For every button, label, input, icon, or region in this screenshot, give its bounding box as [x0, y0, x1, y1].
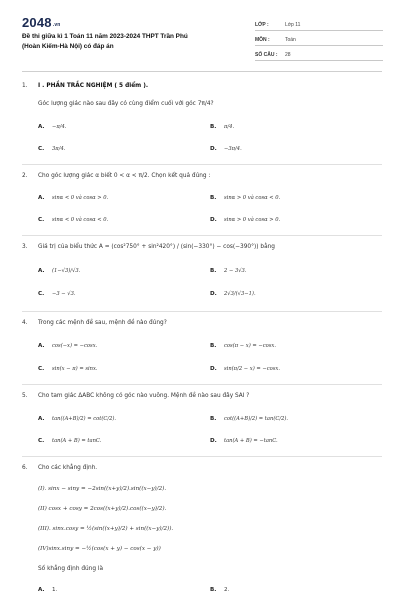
question-divider: [22, 456, 382, 457]
option-letter: D.: [210, 438, 217, 444]
question-3-number: 3.: [22, 244, 28, 250]
q4-option-b[interactable]: [210, 343, 276, 349]
option-text: cot((A+B)/2) = tan(C/2).: [224, 416, 289, 422]
option-letter: A.: [38, 124, 45, 130]
question-3-text: Giá trị của biểu thức A = (cos²750° + sin²420°) / (sin(−330°) − cos(−390°)) bằng: [38, 244, 275, 250]
meta-value: Toán: [285, 37, 296, 43]
option-text: π/4.: [224, 124, 235, 130]
q2-option-a[interactable]: [38, 195, 108, 201]
question-6-text: Cho các khẳng định.: [38, 465, 98, 471]
q5-option-c[interactable]: [38, 438, 101, 444]
question-5-number: 5.: [22, 393, 28, 399]
q6-option-b[interactable]: [210, 587, 229, 593]
meta-box: [255, 16, 383, 61]
option-text: 3π/4.: [52, 146, 66, 152]
question-divider: [22, 311, 382, 312]
option-letter: B.: [210, 343, 217, 349]
question-divider: [22, 235, 382, 236]
question-1-text: Góc lượng giác nào sau đây có cùng điểm cuối với góc 7π/4?: [38, 101, 214, 107]
option-letter: B.: [210, 195, 217, 201]
q4-option-c[interactable]: [38, 366, 98, 372]
q5-option-b[interactable]: [210, 416, 288, 422]
title-line-1: Đề thi giữa kì 1 Toán 11 năm 2023-2024 THPT Trần Phú: [22, 33, 188, 40]
option-letter: C.: [38, 217, 45, 223]
meta-value: 28: [285, 52, 291, 58]
q3-option-b[interactable]: [210, 268, 247, 274]
option-text: (1−√3)/√3.: [52, 268, 81, 274]
option-letter: D.: [210, 291, 217, 297]
statement-4: (IV)sinx.siny = −½(cos(x + y) − cos(x − y)): [38, 546, 161, 552]
option-letter: A.: [38, 587, 45, 593]
section-number: 1.: [22, 83, 28, 89]
q1-option-b[interactable]: [210, 124, 234, 130]
option-text: tan((A+B)/2) = cot(C/2).: [52, 416, 117, 422]
q1-option-a[interactable]: [38, 124, 66, 130]
option-text: 2.: [224, 587, 230, 593]
question-6-number: 6.: [22, 465, 28, 471]
q3-option-d[interactable]: [210, 291, 256, 297]
q5-option-d[interactable]: [210, 438, 278, 444]
meta-row-subject: [255, 31, 383, 46]
option-letter: B.: [210, 587, 217, 593]
option-text: sinα > 0 và cosα < 0.: [224, 195, 281, 201]
option-text: 2 − 3√3.: [224, 268, 247, 274]
header-divider: [22, 71, 382, 72]
logo-suffix: .vn: [52, 22, 61, 28]
statement-3: (III). sinx.cosy = ½(sin((x+y)/2) + sin((x−y)/2)).: [38, 526, 174, 532]
option-letter: C.: [38, 366, 45, 372]
option-text: cos(π − x) = −cosx.: [224, 343, 276, 349]
option-text: tan(A + B) = tanC.: [52, 438, 102, 444]
q3-option-a[interactable]: [38, 268, 80, 274]
option-letter: B.: [210, 124, 217, 130]
option-letter: C.: [38, 291, 45, 297]
q5-option-a[interactable]: [38, 416, 116, 422]
q2-option-c[interactable]: [38, 217, 108, 223]
meta-label: LỚP :: [255, 22, 269, 28]
option-letter: A.: [38, 416, 45, 422]
logo-text: 2048: [22, 15, 52, 30]
q3-option-c[interactable]: [38, 291, 76, 297]
question-4-number: 4.: [22, 320, 28, 326]
site-logo[interactable]: [22, 15, 61, 30]
option-text: 2√3/(√3−1).: [224, 291, 256, 297]
option-text: −3π/4.: [224, 146, 242, 152]
question-2-text: Cho góc lượng giác α biết 0 < α < π/2. Chọn kết quả đúng :: [38, 173, 211, 179]
question-divider: [22, 384, 382, 385]
document-title: [22, 32, 222, 51]
option-letter: A.: [38, 268, 45, 274]
q2-option-b[interactable]: [210, 195, 280, 201]
option-letter: D.: [210, 217, 217, 223]
statement-2: (II) cosx + cosy = 2cos((x+y)/2).cos((x−y)/2).: [38, 506, 167, 512]
question-6-closing: Số khẳng định đúng là: [38, 566, 104, 572]
option-text: tan(A + B) = −tanC.: [224, 438, 278, 444]
option-text: sin(x − π) = sinx.: [52, 366, 98, 372]
q1-option-c[interactable]: [38, 146, 65, 152]
meta-label: SỐ CÂU :: [255, 52, 278, 58]
option-letter: A.: [38, 195, 45, 201]
section-title: I . PHẦN TRẮC NGHIỆM ( 5 điểm ).: [38, 83, 149, 89]
option-text: sinα < 0 và cosα < 0.: [52, 217, 109, 223]
option-text: cos(−x) = −cosx.: [52, 343, 98, 349]
option-text: −π/4.: [52, 124, 67, 130]
q1-option-d[interactable]: [210, 146, 242, 152]
option-text: 1.: [52, 587, 58, 593]
option-text: sin(π/2 − x) = −cosx.: [224, 366, 280, 372]
title-line-2: (Hoàn Kiếm-Hà Nội) có đáp án: [22, 42, 114, 50]
question-divider: [22, 164, 382, 165]
option-letter: B.: [210, 416, 217, 422]
q6-option-a[interactable]: [38, 587, 57, 593]
meta-row-class: [255, 16, 383, 31]
meta-row-count: [255, 46, 383, 61]
option-text: sinα < 0 và cosα > 0.: [52, 195, 109, 201]
option-letter: D.: [210, 146, 217, 152]
option-letter: C.: [38, 146, 45, 152]
question-2-number: 2.: [22, 173, 28, 179]
meta-value: Lớp 11: [285, 22, 301, 28]
option-letter: C.: [38, 438, 45, 444]
question-5-text: Cho tam giác ΔABC không có góc nào vuông. Mệnh đề nào sau đây SAI ?: [38, 393, 250, 399]
option-letter: A.: [38, 343, 45, 349]
q2-option-d[interactable]: [210, 217, 280, 223]
meta-label: MÔN :: [255, 37, 270, 43]
option-text: sinα > 0 và cosα > 0.: [224, 217, 281, 223]
option-letter: D.: [210, 366, 217, 372]
question-4-text: Trong các mệnh đề sau, mệnh đề nào đúng?: [38, 320, 167, 326]
statement-1: (I). sinx − siny = −2sin((x+y)/2).sin((x−y)/2).: [38, 486, 167, 492]
option-text: −3 − √3.: [52, 291, 76, 297]
q4-option-d[interactable]: [210, 366, 280, 372]
option-letter: B.: [210, 268, 217, 274]
q4-option-a[interactable]: [38, 343, 97, 349]
